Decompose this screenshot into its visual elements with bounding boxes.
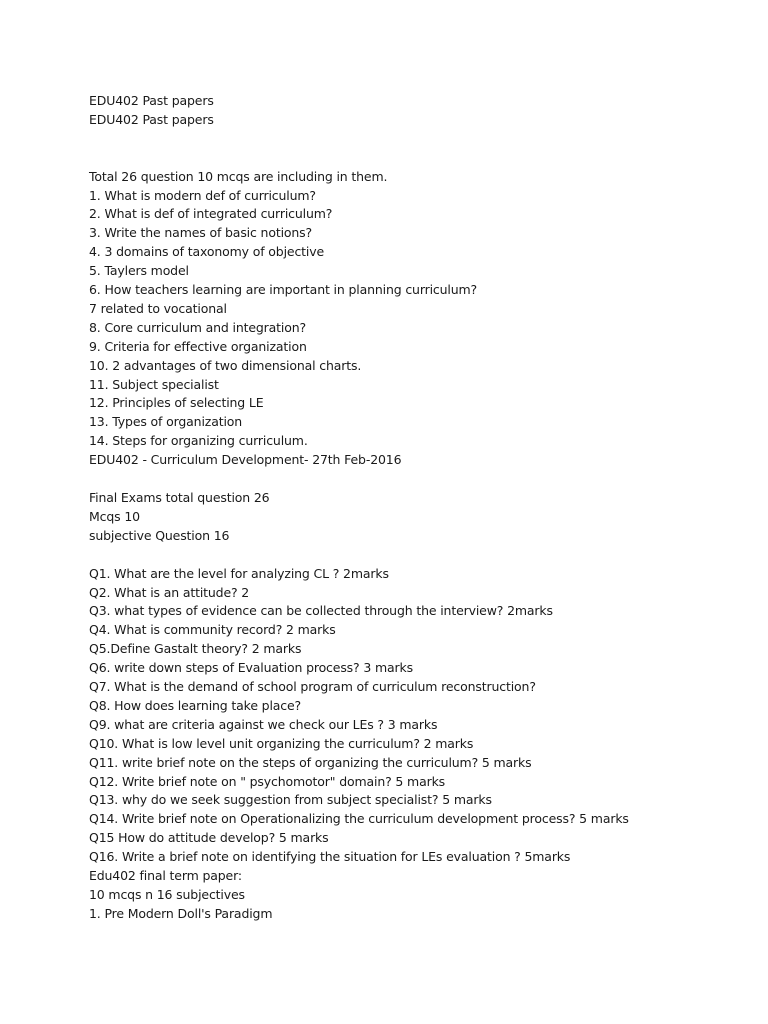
question-line: 11. Subject specialist: [89, 376, 219, 392]
question-line: Q4. What is community record? 2 marks: [89, 622, 336, 638]
question-line: 5. Taylers model: [89, 263, 189, 279]
question-line: 1. Pre Modern Doll's Paradigm: [89, 905, 273, 921]
question-line: Q9. what are criteria against we check our LEs ? 3 marks: [89, 716, 438, 732]
question-line: Q14. Write brief note on Operationalizing the curriculum development process? 5 marks: [89, 811, 629, 827]
doc-title-line: EDU402 Past papers: [89, 93, 214, 108]
question-line: 9. Criteria for effective organization: [89, 338, 307, 354]
question-line: 6. How teachers learning are important in planning curriculum?: [89, 282, 478, 298]
blank-line: [89, 130, 728, 149]
question-line: 3. Write the names of basic notions?: [89, 225, 313, 241]
question-line: Q13. why do we seek suggestion from subject specialist? 5 marks: [89, 792, 492, 808]
question-line: Q15 How do attitude develop? 5 marks: [89, 830, 329, 846]
doc-title-line-repeat: EDU402 Past papers: [89, 111, 214, 127]
exam-info-line: Final Exams total question 26: [89, 489, 270, 505]
question-line: 4. 3 domains of taxonomy of objective: [89, 244, 325, 260]
exam-info-line: subjective Question 16: [89, 527, 230, 543]
question-line: Q5.Define Gastalt theory? 2 marks: [89, 641, 302, 657]
exam-info-line: 10 mcqs n 16 subjectives: [89, 887, 245, 902]
question-line: Q11. write brief note on the steps of organizing the curriculum? 5 marks: [89, 754, 532, 770]
section-intro-line: Total 26 question 10 mcqs are including in them.: [89, 168, 388, 184]
blank-line: [89, 546, 728, 565]
blank-line: [89, 149, 728, 168]
question-line: Q10. What is low level unit organizing the curriculum? 2 marks: [89, 735, 474, 751]
question-line: 14. Steps for organizing curriculum.: [89, 433, 308, 449]
question-line: 10. 2 advantages of two dimensional charts.: [89, 357, 362, 373]
question-line: 7 related to vocational: [89, 300, 227, 316]
question-line: Q7. What is the demand of school program of curriculum reconstruction?: [89, 679, 536, 695]
question-line: Q3. what types of evidence can be collected through the interview? 2marks: [89, 603, 553, 619]
question-line: Q16. Write a brief note on identifying the situation for LEs evaluation ? 5marks: [89, 849, 571, 865]
question-line: 12. Principles of selecting LE: [89, 395, 264, 411]
section-heading-line: EDU402 - Curriculum Development- 27th Feb-2016: [89, 452, 402, 468]
question-line: Q12. Write brief note on " psychomotor" domain? 5 marks: [89, 773, 446, 789]
question-line: 2. What is def of integrated curriculum?: [89, 206, 333, 222]
question-line: Q6. write down steps of Evaluation process? 3 marks: [89, 660, 413, 676]
document-page: [89, 92, 728, 924]
question-line: 8. Core curriculum and integration?: [89, 319, 307, 335]
exam-info-line: Mcqs 10: [89, 508, 140, 524]
question-line: 1. What is modern def of curriculum?: [89, 187, 316, 203]
question-line: Q2. What is an attitude? 2: [89, 584, 250, 600]
section-heading-line: Edu402 final term paper:: [89, 868, 242, 884]
question-line: Q8. How does learning take place?: [89, 697, 302, 713]
question-line: 13. Types of organization: [89, 414, 243, 430]
blank-line: [89, 470, 728, 489]
question-line: Q1. What are the level for analyzing CL ? 2marks: [89, 565, 389, 581]
